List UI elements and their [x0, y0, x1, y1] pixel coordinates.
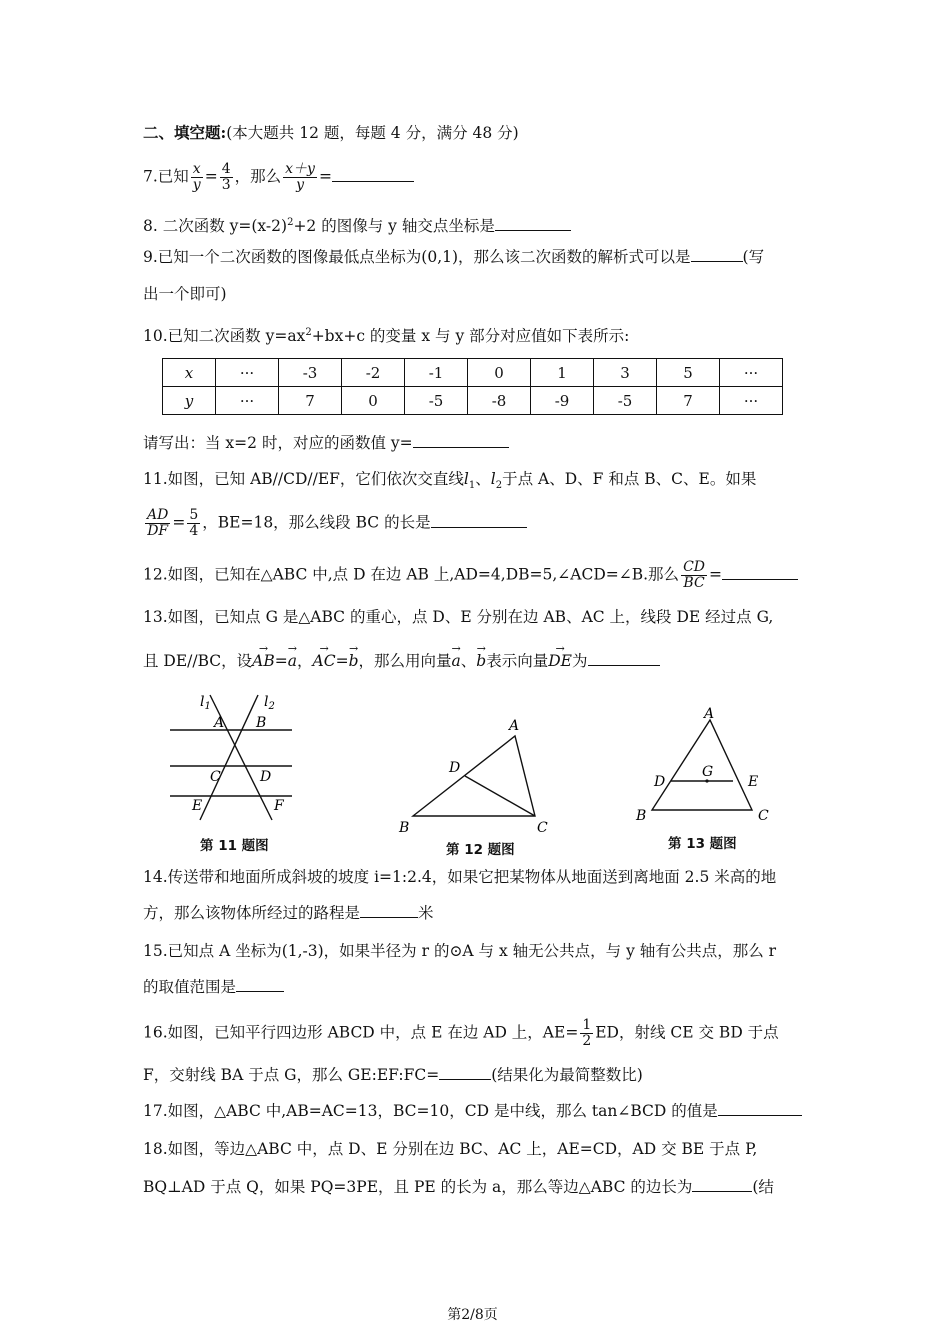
- figure-11-caption: 第 11 题图: [200, 838, 269, 854]
- figure-13-caption: 第 13 题图: [668, 836, 737, 852]
- vector-ac: → AC: [313, 650, 336, 672]
- question-9-cont: 出一个即可): [143, 285, 227, 303]
- table-cell: -1: [405, 359, 468, 387]
- question-11-cont: $\frac{AD}{DF}$ = $\frac{5}{4}$ ，BE=18，那么线段 BC 的长是: [143, 508, 527, 539]
- table-cell: ···: [216, 387, 279, 415]
- q10-answer-blank[interactable]: [413, 433, 509, 448]
- table-cell: 1: [531, 359, 594, 387]
- question-16: 16.如图，已知平行四边形 ABCD 中，点 E 在边 AD 上，AE= $\frac{1}{2}$ ED，射线 CE 交 BD 于点: [143, 1017, 779, 1049]
- line-l2: [200, 695, 258, 820]
- q8-answer-blank[interactable]: [495, 216, 571, 231]
- table-cell: 3: [594, 359, 657, 387]
- q13-answer-blank[interactable]: [588, 651, 660, 666]
- q7-fraction-1: $\frac{x}{y}$: [192, 161, 201, 193]
- label-E: E: [192, 798, 203, 814]
- page-number: 第2/8页: [447, 1307, 498, 1323]
- table-cell: 7: [279, 387, 342, 415]
- question-16-cont: F，交射线 BA 于点 G，那么 GE:EF:FC= (结果化为最简整数比): [143, 1066, 643, 1084]
- q7-answer-blank[interactable]: [332, 167, 414, 182]
- question-10-ask: 请写出：当 x=2 时，对应的函数值 y=: [143, 432, 509, 454]
- question-7: 7.已知 $\frac{x}{y}$ = $\frac{4}{3}$ ，那么 $\frac{x+y}{y}$ =: [143, 162, 414, 193]
- q12-answer-blank[interactable]: [722, 565, 798, 580]
- question-8: 8. 二次函数 $y=(x-2)^2+2$ 的图像与 y 轴交点坐标是: [143, 212, 571, 237]
- label-F: F: [274, 798, 284, 814]
- q16-answer-blank[interactable]: [439, 1065, 491, 1080]
- figure-12: [395, 708, 565, 836]
- section-header: [143, 122, 519, 144]
- label-B: B: [636, 808, 647, 824]
- vector-de: → DE: [548, 650, 572, 672]
- section-title: 二、填空题:: [143, 123, 227, 142]
- q18-answer-blank[interactable]: [692, 1177, 752, 1192]
- table-cell: -5: [594, 387, 657, 415]
- figure-13: [630, 700, 780, 828]
- q15-answer-blank[interactable]: [236, 977, 284, 992]
- table-cell: 0: [468, 359, 531, 387]
- q16-fraction: $\frac{1}{2}$: [582, 1017, 592, 1049]
- q11-fraction-1: $\frac{AD}{DF}$: [147, 507, 169, 539]
- label-l1: $l_1$: [200, 694, 211, 712]
- q11-answer-blank[interactable]: [431, 513, 527, 528]
- label-D: D: [654, 774, 666, 790]
- question-10: 10.已知二次函数 $y=ax^2+bx+c$ 的变量 x 与 y 部分对应值如下表所示:: [143, 327, 630, 346]
- value-table: [162, 358, 783, 415]
- question-14-cont: 方，那么该物体所经过的路程是 米: [143, 904, 434, 922]
- triangle-abc: [413, 736, 535, 816]
- label-A: A: [509, 718, 520, 734]
- label-D: D: [449, 760, 461, 776]
- q7-fraction-3: $\frac{x+y}{y}$: [285, 161, 315, 193]
- label-C: C: [210, 769, 221, 785]
- q11-fraction-2: $\frac{5}{4}$: [189, 507, 199, 539]
- table-cell: ···: [720, 387, 783, 415]
- table-cell: -2: [342, 359, 405, 387]
- table-row-y: [163, 387, 783, 415]
- segment-cd: [465, 776, 535, 816]
- question-12: 12.如图，已知在△ABC 中,点 D 在边 AB 上,AD=4,DB=5,∠ACD=∠B.那么 $\frac{CD}{BC}$ =: [143, 560, 798, 591]
- q7-text: 7.已知: [143, 167, 189, 186]
- label-A: A: [704, 706, 715, 722]
- table-cell: ···: [216, 359, 279, 387]
- q7-fraction-2: $\frac{4}{3}$: [221, 161, 231, 193]
- question-15-cont: 的取值范围是: [143, 976, 284, 998]
- vector-b: → b: [349, 650, 359, 672]
- section-note: (本大题共 12 题，每题 4 分，满分 48 分): [226, 124, 519, 142]
- label-D: D: [260, 769, 272, 785]
- table-cell: -8: [468, 387, 531, 415]
- question-9: 9.已知一个二次函数的图像最低点坐标为(0,1)，那么该二次函数的解析式可以是 (写: [143, 248, 765, 266]
- question-11: 11.如图，已知 AB//CD//EF，它们依次交直线$l_1$、$l_2$于点 A、D、F 和点 B、C、E。如果: [143, 470, 757, 492]
- figure-11: [160, 690, 300, 830]
- table-header-x: x: [163, 359, 216, 387]
- line-l1: [210, 695, 272, 820]
- question-15: 15.已知点 A 坐标为(1,-3)，如果半径为 r 的⊙A 与 x 轴无公共点，与 y 轴有公共点，那么 r: [143, 942, 777, 960]
- question-18: 18.如图，等边△ABC 中，点 D、E 分别在边 BC、AC 上，AE=CD，AD 交 BE 于点 P,: [143, 1140, 758, 1158]
- table-cell: -9: [531, 387, 594, 415]
- label-B: B: [399, 820, 410, 836]
- label-G: G: [702, 764, 714, 780]
- label-l2: $l_2$: [264, 694, 275, 712]
- figure-12-caption: 第 12 题图: [446, 842, 515, 858]
- vector-ab: → AB: [252, 650, 275, 672]
- table-header-y: y: [163, 387, 216, 415]
- label-C: C: [537, 820, 548, 836]
- label-B: B: [256, 715, 267, 731]
- label-E: E: [748, 774, 759, 790]
- question-14: 14.传送带和地面所成斜坡的坡度 i=1:2.4，如果它把某物体从地面送到离地面 2.5 米高的地: [143, 868, 777, 886]
- question-13: 13.如图，已知点 G 是△ABC 的重心，点 D、E 分别在边 AB、AC 上，线段 DE 经过点 G,: [143, 608, 774, 626]
- question-13-cont: 且 DE//BC，设→ AB=→ a，→ AC=→ b，那么用向量→ a、→ b表示向量→ DE为: [143, 650, 660, 672]
- q12-fraction: $\frac{CD}{BC}$: [683, 559, 705, 591]
- q14-answer-blank[interactable]: [360, 903, 418, 918]
- label-C: C: [758, 808, 769, 824]
- table-cell: 5: [657, 359, 720, 387]
- table-cell: -5: [405, 387, 468, 415]
- table-row-x: [163, 359, 783, 387]
- table-cell: ···: [720, 359, 783, 387]
- table-cell: 7: [657, 387, 720, 415]
- question-17: 17.如图，△ABC 中,AB=AC=13，BC=10，CD 是中线，那么 tan∠BCD 的值是: [143, 1100, 802, 1122]
- vector-a: → a: [288, 650, 297, 672]
- question-18-cont: BQ⊥AD 于点 Q，如果 PQ=3PE，且 PE 的长为 a，那么等边△ABC 的边长为 (结: [143, 1178, 774, 1196]
- q17-answer-blank[interactable]: [718, 1101, 802, 1116]
- q9-answer-blank[interactable]: [691, 247, 743, 262]
- table-cell: 0: [342, 387, 405, 415]
- table-cell: -3: [279, 359, 342, 387]
- label-A: A: [214, 715, 225, 731]
